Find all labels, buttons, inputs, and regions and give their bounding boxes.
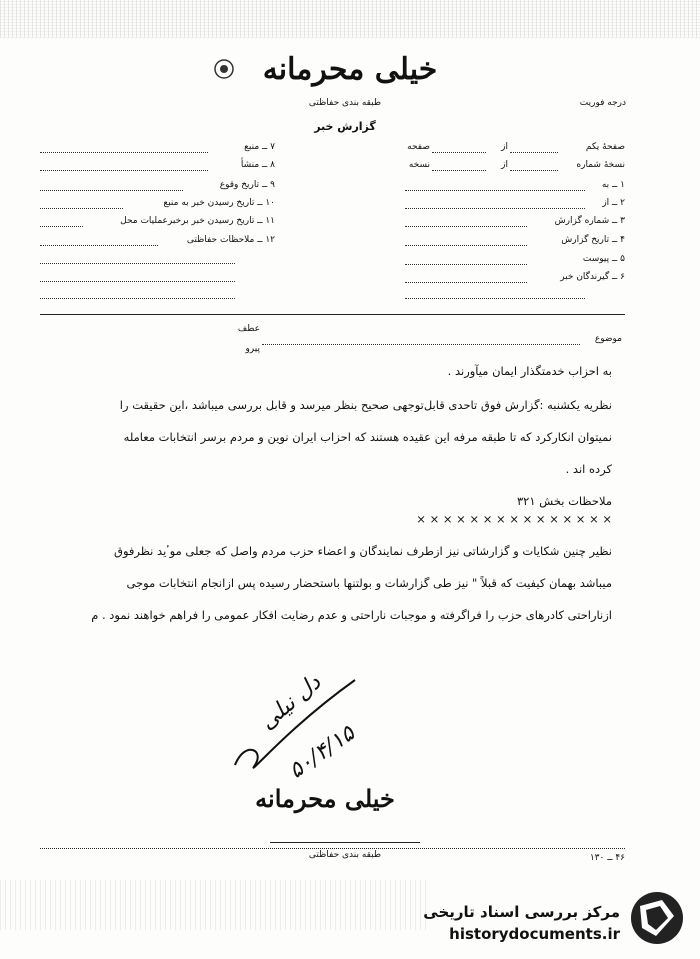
field-event-date: ۹ ــ تاریخ وقوع — [219, 180, 275, 190]
watermark-logo-icon — [622, 888, 692, 948]
field-line — [405, 281, 527, 283]
classification-title: خیلی محرمانه — [262, 52, 438, 87]
field-recipients: ۶ ــ گیرندگان خبر — [560, 272, 625, 282]
field-line — [40, 225, 83, 227]
notes-separator: × × × × × × × × × × × × × × × — [416, 512, 612, 526]
field-line — [40, 280, 235, 282]
body-line: نظریه یکشنبه :گزارش فوق تاحدی قابل‌توجهی صحیح بنظر میرسد و قابل بررسی میباشد ،این حقیقت را — [119, 398, 612, 412]
signature-scribble — [225, 670, 365, 780]
field-line — [405, 263, 527, 265]
field-line — [432, 151, 486, 153]
field-page-mid: از — [501, 142, 508, 152]
field-from: ۲ ــ از — [602, 198, 625, 208]
form-number: ۴۶ ــ ۱۳۰ — [589, 853, 625, 863]
field-report-number: ۳ ــ شماره گزارش — [554, 216, 625, 226]
body-line: کرده اند . — [565, 462, 612, 476]
field-line — [40, 262, 235, 264]
divider — [40, 314, 625, 315]
notes-heading: ملاحظات بخش ۳۲۱ — [516, 494, 612, 508]
field-line — [40, 244, 158, 246]
field-line — [405, 225, 527, 227]
field-security-notes: ۱۲ ــ ملاحظات حفاظتی — [186, 235, 275, 245]
field-to: ۱ ــ به — [601, 180, 625, 190]
field-line — [432, 169, 486, 171]
footer-divider — [270, 842, 420, 843]
field-copy-label: نسخهٔ شماره — [576, 160, 625, 170]
field-page-label: صفحهٔ یکم — [585, 142, 625, 152]
field-attachment: ۵ ــ پیوست — [582, 254, 625, 264]
report-type: گزارش خبر — [314, 120, 376, 133]
notes-line: میباشد بهمان کیفیت که قبلاً " نیز طی گزارشات و بولتنها باستحضار رسیده پس ازانجام انتخابات موجی — [126, 576, 612, 590]
body-line: به احزاب خدمتگذار ایمان میآورند . — [447, 364, 612, 378]
watermark-name: مرکز بررسی اسناد تاریخی — [423, 903, 620, 921]
field-copy-mid: از — [501, 160, 508, 170]
field-line — [510, 169, 558, 171]
field-line — [405, 207, 585, 209]
handwritten-note: دل نیلی — [255, 670, 326, 735]
field-report-date: ۴ ــ تاریخ گزارش — [561, 235, 625, 245]
field-line — [405, 189, 585, 191]
field-line — [40, 169, 208, 171]
field-line — [40, 297, 235, 299]
field-line — [40, 151, 208, 153]
subject-label: موضوع — [594, 334, 622, 344]
field-source: ۷ ــ منبع — [244, 142, 275, 152]
footer-classification-title: خیلی محرمانه — [255, 784, 395, 813]
subject-line — [262, 343, 580, 345]
field-line — [405, 297, 585, 299]
field-date-to-local: ۱۱ ــ تاریخ رسیدن خبر برخبرعملیات محل — [120, 216, 275, 226]
notes-line: ازناراحتی کادرهای حزب را فراگرفته و موجبات ناراحتی و عدم رضایت افکار عمومی را فراهم خواهند نمود . م — [91, 608, 612, 622]
atf-label: عطف — [237, 324, 260, 334]
scan-noise-bottom — [0, 880, 430, 930]
scan-noise-top — [0, 0, 700, 38]
urgency-label: درجه فوریت — [579, 98, 626, 108]
field-origin: ۸ ــ منشأ — [240, 160, 275, 170]
watermark-site: historydocuments.ir — [449, 925, 620, 943]
classification-subtitle: طبقه بندی حفاظتی — [308, 98, 382, 108]
field-copy-end: نسخه — [408, 160, 430, 170]
field-line — [510, 151, 558, 153]
field-line — [40, 207, 123, 209]
field-line — [405, 244, 527, 246]
footer-classification-subtitle: طبقه بندی حفاظتی — [308, 850, 382, 860]
field-line — [40, 189, 183, 191]
handwritten-date: ۵۰/۴/۱۵ — [284, 721, 360, 784]
body-line: نمیتوان انکارکرد که تا طبقه مرفه این عقیده هستند که احزاب ایران نوین و مردم برسر انتخابات معامله — [123, 430, 612, 444]
field-page-end: صفحه — [407, 142, 430, 152]
emblem-icon — [213, 58, 235, 80]
field-date-to-source: ۱۰ ــ تاریخ رسیدن خبر به منبع — [163, 198, 275, 208]
notes-line: نظیر چنین شکایات و گزارشاتی نیز ازطرف نمایندگان و اعضاء حزب مردم واصل که جعلی موٴید نظرفوق — [114, 544, 612, 558]
footer-rule — [40, 848, 625, 849]
peyro-label: پیرو — [245, 344, 260, 354]
